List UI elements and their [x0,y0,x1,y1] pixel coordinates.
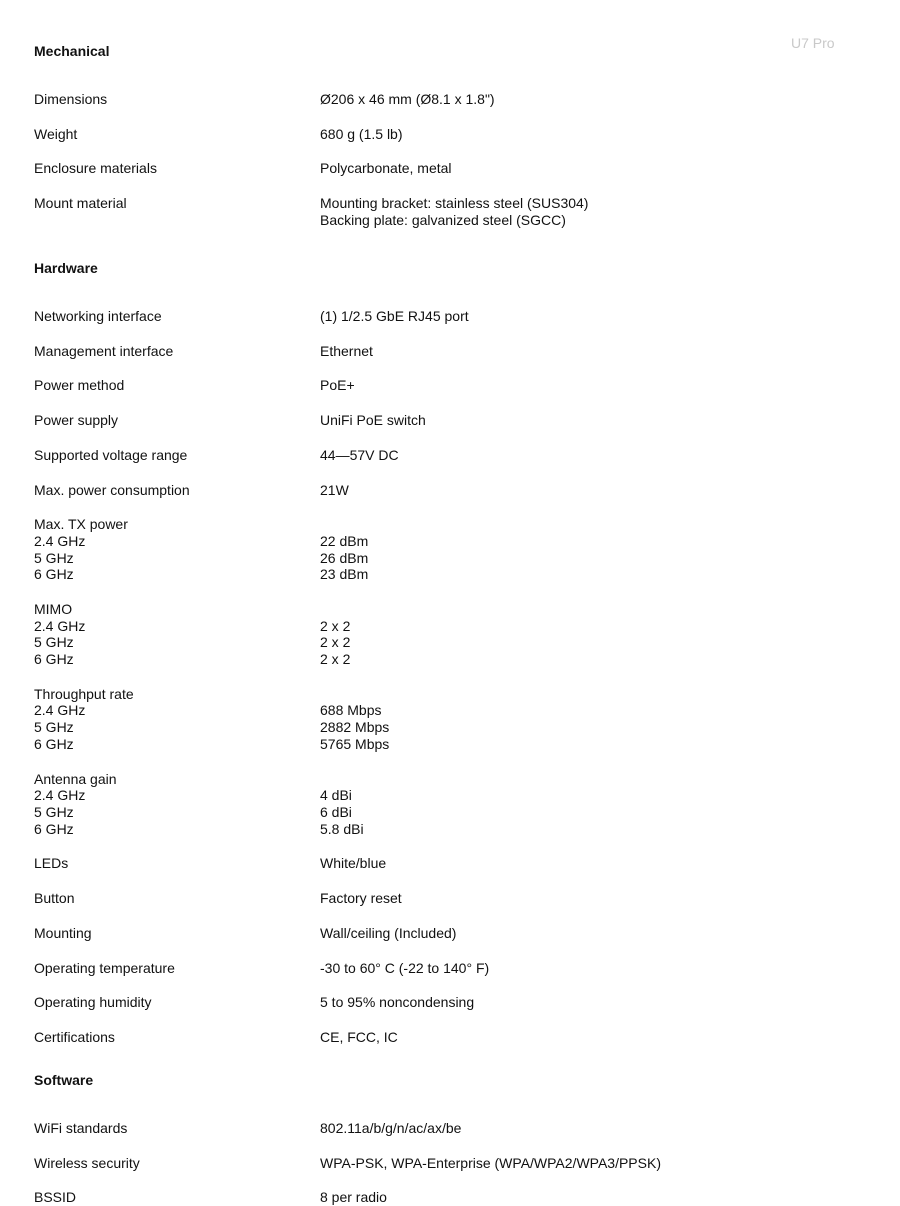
spec-label [34,447,320,464]
spec-value-line: 2 x 2 [320,651,351,668]
spec-label-line: 5 GHz [34,549,74,566]
spec-label-line: 2.4 GHz [34,532,86,549]
spec-label-line: Operating temperature [34,959,175,976]
spec-label [34,960,320,977]
spec-value [320,160,874,177]
spec-row [34,482,874,499]
spec-label-line: Max. power consumption [34,481,190,498]
spec-value-line: 22 dBm [320,532,369,549]
spec-row [34,1120,874,1137]
spec-label [34,1155,320,1172]
spec-row [34,601,874,668]
spec-row [34,1029,874,1046]
spec-label-line: Management interface [34,342,174,359]
spec-label-line: Power supply [34,412,119,429]
spec-value-line: 6 dBi [320,803,352,820]
spec-value-line: 44—57V DC [320,446,399,463]
spec-value-line: 8 per radio [320,1189,387,1206]
spec-row [34,126,874,143]
spec-row [34,994,874,1011]
spec-label-line: Networking interface [34,308,162,324]
spec-value-line: 5 to 95% noncondensing [320,994,475,1011]
spec-label-line: 6 GHz [34,820,74,837]
spec-value-line: 5.8 dBi [320,820,364,837]
spec-value [320,308,874,325]
spec-row [34,412,874,429]
spec-value-line: 680 g (1.5 lb) [320,125,403,142]
spec-label-line: Enclosure materials [34,160,157,177]
spec-value-line: Wall/ceiling (Included) [320,924,457,941]
spec-label-line: Dimensions [34,91,108,107]
spec-label-line: Certifications [34,1028,115,1045]
spec-row [34,1189,874,1206]
spec-value-line: Ø206 x 46 mm (Ø8.1 x 1.8") [320,91,495,107]
spec-label [34,686,320,753]
spec-label-line: Operating humidity [34,994,152,1011]
spec-label-line: Throughput rate [34,685,134,702]
spec-label-line: 2.4 GHz [34,617,86,634]
spec-label-line: 6 GHz [34,735,74,752]
spec-label-line: Mounting [34,924,92,941]
spec-label [34,1029,320,1046]
spec-value-line [320,771,874,788]
spec-value [320,960,874,977]
spec-value-line: Polycarbonate, metal [320,160,452,177]
spec-label [34,308,320,325]
spec-value [320,412,874,429]
spec-label [34,516,320,583]
spec-row [34,447,874,464]
spec-row [34,343,874,360]
spec-value-line: -30 to 60° C (-22 to 140° F) [320,959,490,976]
spec-row [34,960,874,977]
spec-row [34,890,874,907]
spec-label [34,377,320,394]
section-title: Mechanical [34,43,110,59]
document-label: U7 Pro [791,35,835,51]
spec-value-line: 2 x 2 [320,634,351,651]
spec-value [320,516,874,583]
spec-label-line: MIMO [34,601,73,617]
section-title: Hardware [34,260,98,276]
spec-value-line: 5765 Mbps [320,735,390,752]
spec-label [34,126,320,143]
spec-label-line: Power method [34,377,125,394]
spec-label [34,601,320,668]
spec-value-line: White/blue [320,855,387,872]
spec-label [34,994,320,1011]
spec-value [320,195,874,228]
section-software [34,1072,874,1206]
spec-value-line [320,686,874,703]
spec-value [320,377,874,394]
spec-label-line: Weight [34,125,78,142]
spec-label [34,1120,320,1137]
spec-label [34,771,320,838]
spec-value-line: Mounting bracket: stainless steel (SUS304) [320,195,589,212]
spec-label [34,890,320,907]
spec-value-line: 2882 Mbps [320,719,390,736]
spec-label [34,1189,320,1206]
spec-label-line: 5 GHz [34,803,74,820]
spec-row [34,516,874,583]
spec-value [320,126,874,143]
spec-row [34,855,874,872]
spec-row [34,195,874,228]
spec-label-line: 5 GHz [34,634,74,651]
spec-label-line: Wireless security [34,1154,140,1171]
spec-value-line: PoE+ [320,377,355,394]
spec-label [34,195,320,228]
spec-value-line: Ethernet [320,342,373,359]
spec-value-line: 26 dBm [320,549,369,566]
spec-label [34,855,320,872]
spec-label-line: LEDs [34,855,69,872]
spec-label-line: BSSID [34,1189,77,1206]
spec-value-line [320,601,874,618]
spec-value [320,925,874,942]
spec-value-line: 21W [320,481,349,498]
spec-value-line: UniFi PoE switch [320,412,426,429]
spec-label [34,482,320,499]
spec-value [320,1029,874,1046]
spec-label-line: Supported voltage range [34,446,188,463]
spec-row [34,377,874,394]
spec-label [34,343,320,360]
spec-row [34,308,874,325]
section-title: Software [34,1072,94,1088]
spec-label [34,160,320,177]
section-mechanical [34,43,874,228]
spec-row [34,91,874,108]
spec-label-line: 2.4 GHz [34,702,86,719]
spec-value [320,482,874,499]
spec-label-line: 6 GHz [34,651,74,668]
spec-value [320,890,874,907]
spec-label-line: Max. TX power [34,516,128,533]
spec-value-line: Factory reset [320,890,402,907]
spec-value-line: Backing plate: galvanized steel (SGCC) [320,211,566,228]
spec-label-line: 5 GHz [34,719,74,736]
spec-label-line: Antenna gain [34,770,117,787]
spec-label-line: Button [34,890,75,907]
spec-value-line: 4 dBi [320,787,352,804]
spec-value-line: WPA-PSK, WPA-Enterprise (WPA/WPA2/WPA3/PPSK) [320,1154,661,1171]
spec-value [320,686,874,753]
spec-value [320,994,874,1011]
spec-value [320,1155,874,1172]
spec-row [34,1155,874,1172]
spec-value [320,1120,874,1137]
spec-row [34,771,874,838]
spec-value [320,343,874,360]
spec-value [320,447,874,464]
spec-value-line [320,516,874,533]
spec-value [320,1189,874,1206]
spec-label-line: 6 GHz [34,566,74,583]
spec-value [320,771,874,838]
spec-value [320,91,874,108]
spec-value [320,601,874,668]
spec-value-line: 688 Mbps [320,702,382,719]
spec-value-line: CE, FCC, IC [320,1028,398,1045]
spec-row [34,925,874,942]
spec-row [34,686,874,753]
spec-label-line: 2.4 GHz [34,787,86,804]
spec-label-line: WiFi standards [34,1120,128,1136]
spec-label [34,925,320,942]
spec-label [34,91,320,108]
spec-value-line: 802.11a/b/g/n/ac/ax/be [320,1120,462,1136]
spec-label [34,412,320,429]
spec-value-line: 2 x 2 [320,617,351,634]
spec-label-line: Mount material [34,195,127,212]
spec-value-line: 23 dBm [320,566,369,583]
section-hardware [34,260,874,1045]
spec-value [320,855,874,872]
spec-row [34,160,874,177]
spec-value-line: (1) 1/2.5 GbE RJ45 port [320,308,469,324]
